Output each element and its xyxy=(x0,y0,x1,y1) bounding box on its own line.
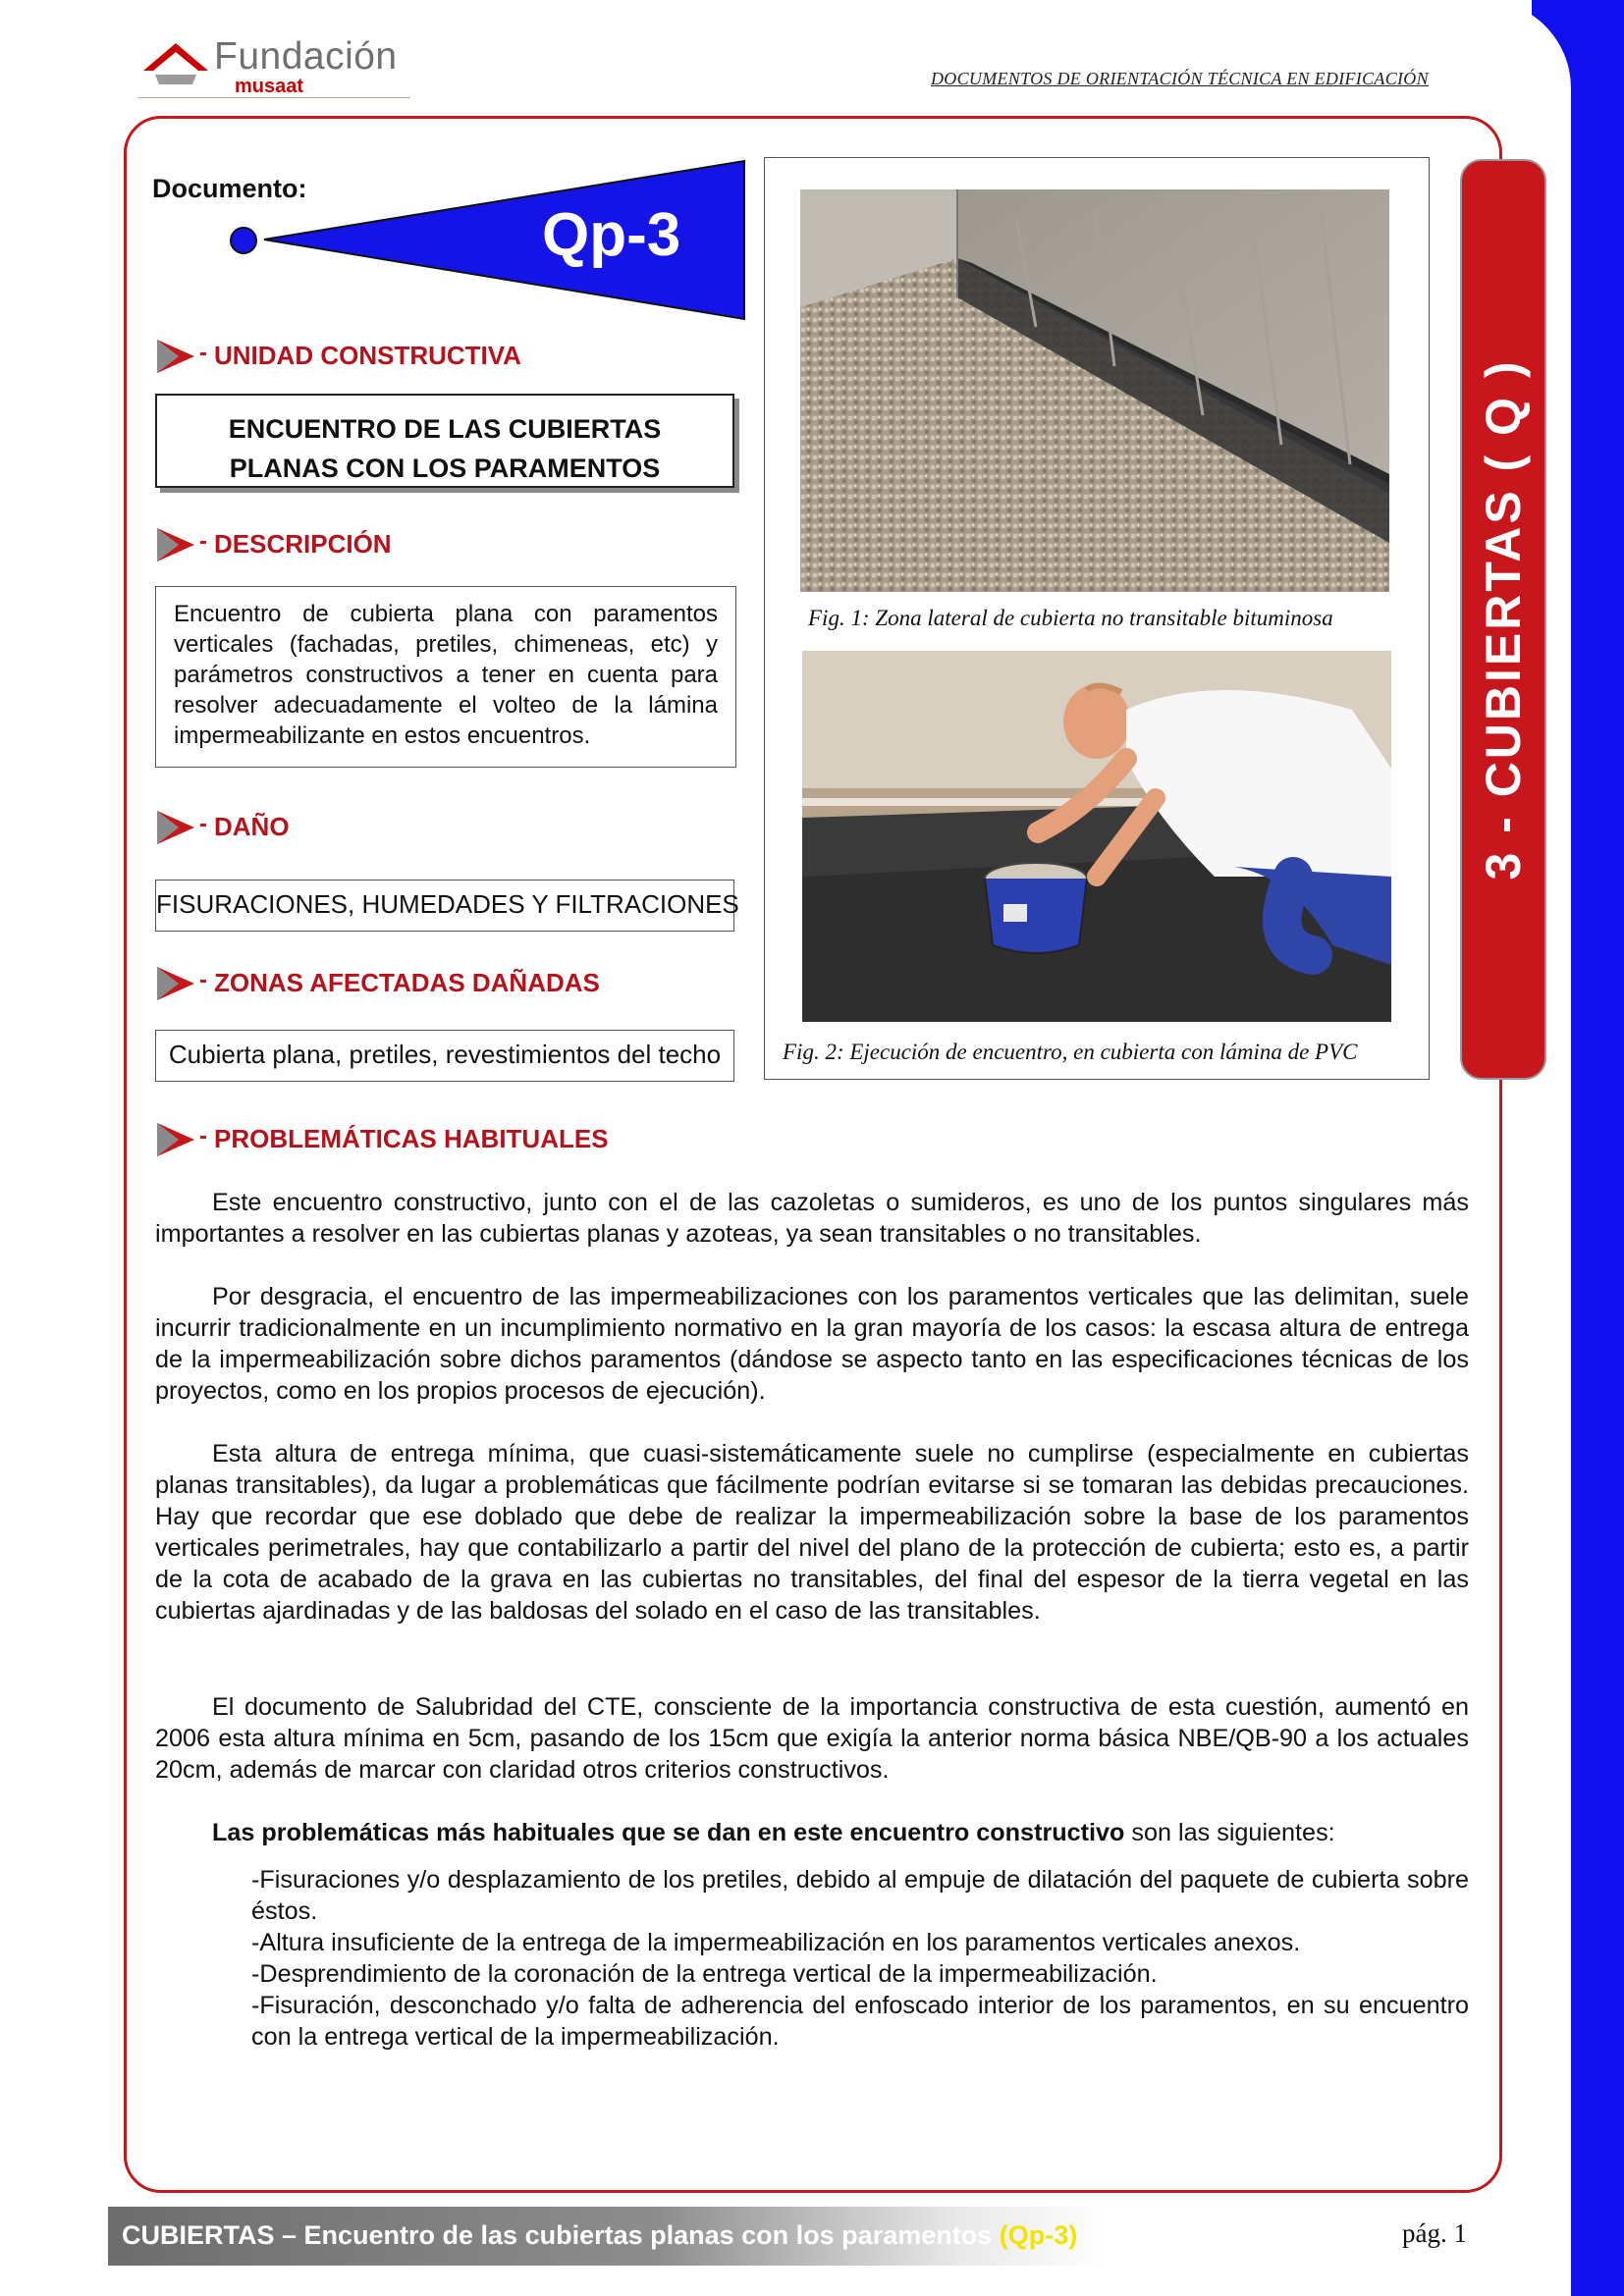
list-item: -Desprendimiento de la coronación de la entrega vertical de la impermeabilización. xyxy=(251,1960,1158,1988)
unidad-box xyxy=(155,394,734,488)
section-arrow-icon xyxy=(155,963,196,1004)
list-item: -Fisuración, desconchado y/o falta de adherencia del enfoscado interior de los paramentos, en su encuentro con la entrega vertical de la impermeabilización. xyxy=(251,1992,1469,2051)
documento-code: Qp-3 xyxy=(542,201,681,269)
section-arrow-icon xyxy=(155,336,196,377)
body-paragraph-5 xyxy=(155,1817,1469,1848)
chapter-side-tab xyxy=(1460,159,1546,1080)
body-paragraph-5-bold: Las problemáticas más habituales que se dan en este encuentro constructivo xyxy=(212,1819,1125,1846)
logo-sub: musaat xyxy=(235,76,304,97)
descripcion-box xyxy=(155,586,736,768)
documento-label: Documento: xyxy=(152,174,307,203)
footer-code: (Qp-3) xyxy=(999,2220,1078,2250)
doc-series-title: DOCUMENTOS DE ORIENTACIÓN TÉCNICA EN EDIFICACIÓN xyxy=(931,69,1429,88)
section-arrow-icon xyxy=(155,524,196,565)
section-dash xyxy=(200,1136,206,1139)
section-dash xyxy=(200,541,206,544)
dano-box xyxy=(155,880,739,932)
fundacion-musaat-logo xyxy=(137,35,412,100)
section-heading-text: UNIDAD CONSTRUCTIVA xyxy=(214,341,521,370)
unidad-text xyxy=(157,409,732,488)
body-paragraph-3: Esta altura de entrega mínima, que cuasi-sistemáticamente suele no cumplirse (especialmente en cubiertas planas transitables), da lugar a problemáticas que fácilmente podrían evitarse si se tomaran las debidas precauciones. Hay que recordar que ese doblado que debe de realizar la impermeabilización sobre la base de los paramentos verticales perimetrales, hay que contabilizarlo a partir del nivel del plano de la protección de cubierta; esto es, a partir de la cota de acabado de la grava en las cubiertas no transitables, del final del espesor de la tierra vegetal en las cubiertas ajardinadas y de las baldosas del solado en el caso de las transitables. xyxy=(155,1440,1469,1625)
figure-2-caption: Fig. 2: Ejecución de encuentro, en cubierta con lámina de PVC xyxy=(783,1040,1358,1064)
figure-1-photo xyxy=(800,189,1389,592)
logo-word: Fundación xyxy=(214,35,398,78)
figure-2-drawing xyxy=(802,651,1391,1022)
section-arrow-icon xyxy=(155,807,196,848)
descripcion-text: Encuentro de cubierta plana con paramentos verticales (fachadas, pretiles, chimeneas, etc) y parámetros constructivos a tener en cuenta para resolver adecuadamente el volteo de la lámina impermeabilizante en estos encuentros. xyxy=(174,601,718,749)
unidad-line-1: ENCUENTRO DE LAS CUBIERTAS xyxy=(228,414,662,444)
section-dash xyxy=(200,980,206,983)
section-dash xyxy=(200,352,206,355)
footer-title-text: CUBIERTAS – Encuentro de las cubiertas planas con los paramentos xyxy=(122,2220,1000,2250)
zonas-text: Cubierta plana, pretiles, revestimientos del techo xyxy=(168,1040,722,1069)
figure-1-caption: Fig. 1: Zona lateral de cubierta no transitable bituminosa xyxy=(808,606,1333,630)
body-paragraph-2: Por desgracia, el encuentro de las impermeabilizaciones con los paramentos verticales que las delimitan, suele incurrir tradicionalmente en un incumplimiento normativo en la gran mayoría de los casos: la escasa altura de entrega de la impermeabilización sobre dichos paramentos (dándose se aspecto tanto en las especificaciones técnicas de los proyectos, como en los propios procesos de ejecución). xyxy=(155,1283,1469,1405)
zonas-box xyxy=(155,1030,734,1082)
page-number: pág. 1 xyxy=(1402,2218,1467,2248)
section-dash xyxy=(200,824,206,827)
section-heading-text: DESCRIPCIÓN xyxy=(214,529,392,559)
body-paragraph-1: Este encuentro constructivo, junto con el de las cazoletas o sumideros, es uno de los puntos singulares más importantes a resolver en las cubiertas planas y azoteas, ya sean transitables o no transitables. xyxy=(155,1189,1469,1248)
section-arrow-icon xyxy=(155,1119,196,1160)
body-paragraph-4: El documento de Salubridad del CTE, consciente de la importancia constructiva de esta cuestión, aumentó en 2006 esta altura mínima en 5cm, pasando de los 15cm que exigía la anterior norma básica NBE/QB-90 a los actuales 20cm, además de marcar con claridad otros criterios constructivos. xyxy=(155,1693,1469,1784)
body-paragraph-5-rest: son las siguientes: xyxy=(1124,1819,1335,1846)
section-heading-text: ZONAS AFECTADAS DAÑADAS xyxy=(214,968,600,997)
footer-title xyxy=(122,2220,1077,2251)
list-item: -Fisuraciones y/o desplazamiento de los pretiles, debido al empuje de dilatación del paquete de cubierta sobre éstos. xyxy=(251,1866,1469,1925)
section-heading-text: PROBLEMÁTICAS HABITUALES xyxy=(214,1124,609,1153)
figure-2-photo xyxy=(802,651,1391,1022)
section-heading-text: DAÑO xyxy=(214,812,290,841)
unidad-line-2: PLANAS CON LOS PARAMENTOS xyxy=(229,454,661,483)
list-item: -Altura insuficiente de la entrega de la impermeabilización en los paramentos verticales anexos. xyxy=(251,1929,1301,1956)
figures-panel xyxy=(764,157,1430,1080)
documento-dot-icon xyxy=(230,227,257,254)
chapter-side-tab-label: 3 - CUBIERTAS ( Q ) xyxy=(1476,358,1531,881)
figure-1-drawing xyxy=(800,189,1389,592)
dano-text: FISURACIONES, HUMEDADES Y FILTRACIONES xyxy=(156,889,739,919)
logo-roof-icon xyxy=(141,41,210,88)
logo-underline xyxy=(137,97,410,98)
